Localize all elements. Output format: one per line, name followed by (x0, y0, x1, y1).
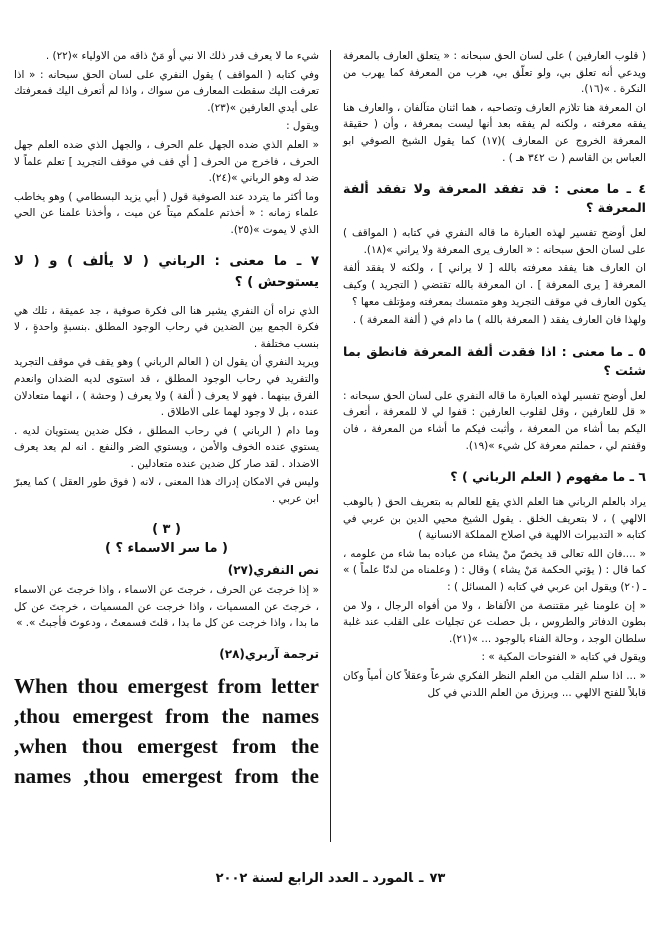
paragraph: الذي نراه أن النفري يشير هنا الى فكرة صوفية ، جد عميقة ، تلك هي فكرة الجمع بين الضدين في رحاب الوجود المطلق .بنسبةٍ واحدةٍ ، لا بنسب مختلفة . (14, 304, 319, 350)
paragraph: وما أكثر ما يتردد عند الصوفية قول ( أبي يزيد البسطامي ) وهو يخاطب علماء زمانه : « أخذتم علمكم ميتاً عن ميت ، وأخذنا علمنا عن الحي الذي لا يموت »(٢٥). (14, 190, 319, 236)
section-heading: ٧ ـ ما معنى : الرباني ( لا يألف ) و ( لا يستوحش ) ؟ (14, 253, 319, 290)
paragraph: ان المعرفة هنا تلازم العارف وتصاحبه ، هما اثنان متآلفان ، والعارف هنا يفقه معرفته ، ولكنه لم يفقه بعد أنها ليست بمعرفة ، وأن ( حقيقة المعرفة الخروج عن المعارف )(١٧) كما يقول الشيخ الصوفي ابو العباس بن القاسم ( ت ٣٤٢ هـ ) . (343, 101, 646, 164)
page-number: ٧٣ (429, 871, 446, 886)
paragraph: وفي كتابه ( المواقف ) يقول النفري على لسان الحق سبحانه : « اذا تعرفت اليك سقطت المعارف من سواك ، واذا لم أتعرف اليك فمعرفتك على أيدي العارفين »(٢٣). (14, 68, 319, 114)
section-heading: ٥ ـ ما معنى : اذا فقدت ألفة المعرفة فانطق بما شئت ؟ (343, 343, 646, 378)
left-column (14, 48, 319, 793)
quote: « العلم الذي ضده الجهل علم الحرف ، والجهل الذي ضده العلم جهل الحرف ، فاخرج من الحرف [ أي قف في موقف التجريد ] تعلم علماً لا ضد له وهو الرباني »(٢٤). (14, 138, 319, 185)
paragraph: وليس في الامكان إدراك هذا المعنى ، لانه ( فوق طور العقل ) كما يعبرّ ابن عربي . (14, 476, 319, 506)
paragraph: شيء ما لا يعرف قدر ذلك الا نبي أو مَنْ ذاقه من الاولياء »(٢٢) . (45, 50, 319, 62)
paragraph: ولهذا فان العارف يفقد ( المعرفة بالله ) ما دام في ( ألفة المعرفة ) . (352, 314, 646, 327)
paragraph: ان العارف هنا يفقد معرفته بالله [ لا يراني ] ، ولكنه لا يفقد ألفة المعرفة [ يرى المعرفة ] . ان المعرفة بالله تقتضي ( التجريد ) وكيف يكون العارف في موقف التجريد وهو متمسك بمعرفته ومؤتلف معها ؟ (343, 262, 646, 308)
column-divider (330, 50, 331, 842)
quote: « ....فان الله تعالى قد يخصّ منْ يشاء من عباده بما شاء من علومه ، كما قال : ( يؤتي الحكمة مَنْ يشاء ) وقال : ( وعلمناه من لدنّا علماً ) » ـ (٢٠) ويقول ابن عربي في كتابه ( المسائل ) : (343, 547, 646, 594)
section-heading: ٤ ـ ما معنى : قد تفقد المعرفة ولا تفقد ألفة المعرفة ؟ (343, 181, 646, 216)
page-footer (0, 871, 661, 886)
right-column (343, 48, 646, 703)
paragraph: يراد بالعلم الرباني هنا العلم الذي يقع للعالم به بتعريف الحق ( بالوهب الالهي ) ، لا بتعريف الخلق . يقول الشيخ محيي الدين بن عربي في كتابه « التدبيرات الالهية في اصلاح المملكة الانسانية ) (343, 496, 646, 542)
quote: « ... اذا سلم القلب من العلم النظر الفكري شرعاً وعقلاً كان أمياً وكان قابلاً للفتح الالهي ... ويرزق من العلم اللدني في كل (343, 670, 646, 699)
section-number: ( ٣ ) (152, 521, 181, 537)
paragraph: لعل أوضح تفسير لهذه العبارة ما قاله النفري في كتابه ( المواقف ) على لسان الحق سبحانه : « العارف يرى المعرفة ولا يراني »(١٨). (343, 227, 646, 256)
subheading: ترجمة آربري(٢٨) (219, 647, 319, 662)
paragraph: ويقول : (286, 120, 319, 133)
footer-separator: ـ (419, 871, 424, 886)
quote: « إن علومنا غير مقتنصة من الألفاظ ، ولا من أفواه الرجال ، ولا من بطون الدفاتر والطروس ، بل حصلت عن تجليات على القلب عند غلبة سلطان الوجد ، وحالة الفناء بالوجود ... »(٢١). (343, 599, 646, 645)
english-translation: When thou emergest from letter ,thou emergest from the names ,when thou emergest from the names ,thou emergest from the (14, 673, 319, 788)
paragraph: ويريد النفري أن يقول ان ( العالم الرباني ) وهو يقف في موقف التجريد والتفريد في رحاب الوجود المطلق ، قد استوى لديه الضدان وانعدم الفرق بينهما . فهو لا يعرف ( ألفة ) ولا يعرف ( وحشة ) ، انهما متعادلان عنده ، بل لا وجود لهما على الاطلاق . (14, 356, 319, 419)
paragraph: لعل أوضح تفسير لهذه العبارة ما قاله النفري على لسان الحق سبحانه : « قل للعارفين ، وقل لقلوب العارفين : قفوا لي لا للمعرفة ، أتعرف اليكم بما أشاء من المعرفة ، وأثبت فيكم ما أشاء من المعرفة ، فان وقفتم لي ، حملتم معرفة كل شيء »(١٩). (343, 389, 646, 452)
journal-info: المورد ـ العدد الرابع لسنة ٢٠٠٢ (215, 871, 414, 886)
paragraph: ويقول في كتابه « الفتوحات المكية » : (481, 651, 646, 664)
section-title: ( ما سر الاسماء ؟ ) (104, 540, 229, 556)
paragraph: وما دام ( الرباني ) في رحاب المطلق ، فكل ضدين يستويان لديه . يستوي عنده الخوف والأمن ، ويستوي الضر والنفع . انه لم يعد يعرف الاضداد . لقد صار كل ضدين عنده متعادلين . (14, 424, 319, 470)
subheading: نص النفري(٢٧) (227, 562, 319, 577)
section-heading: ٦ ـ ما مفهوم ( العلم الرباني ) ؟ (450, 469, 646, 485)
quote: « إذا خرجتَ عن الحرف ، خرجتَ عن الاسماء ، واذا خرجتَ عن الاسماء ، خرجتَ عن المسميات ، واذا خرجت عن المسميات ، خرجتَ عن كل ما بدا ، واذا خرجت عن كل ما بدا ، قلتَ فسمعتُ ، ودعوتَ فأجبتُ ». » (14, 584, 319, 630)
paragraph: ( قلوب العارفين ) على لسان الحق سبحانه : « يتعلق العارف بالمعرفة ويدعي أنه تعلق بي، ولو تعلّق بي، هرب من المعرفة كما يهرب من النكرة . »(١٦). (343, 50, 646, 96)
